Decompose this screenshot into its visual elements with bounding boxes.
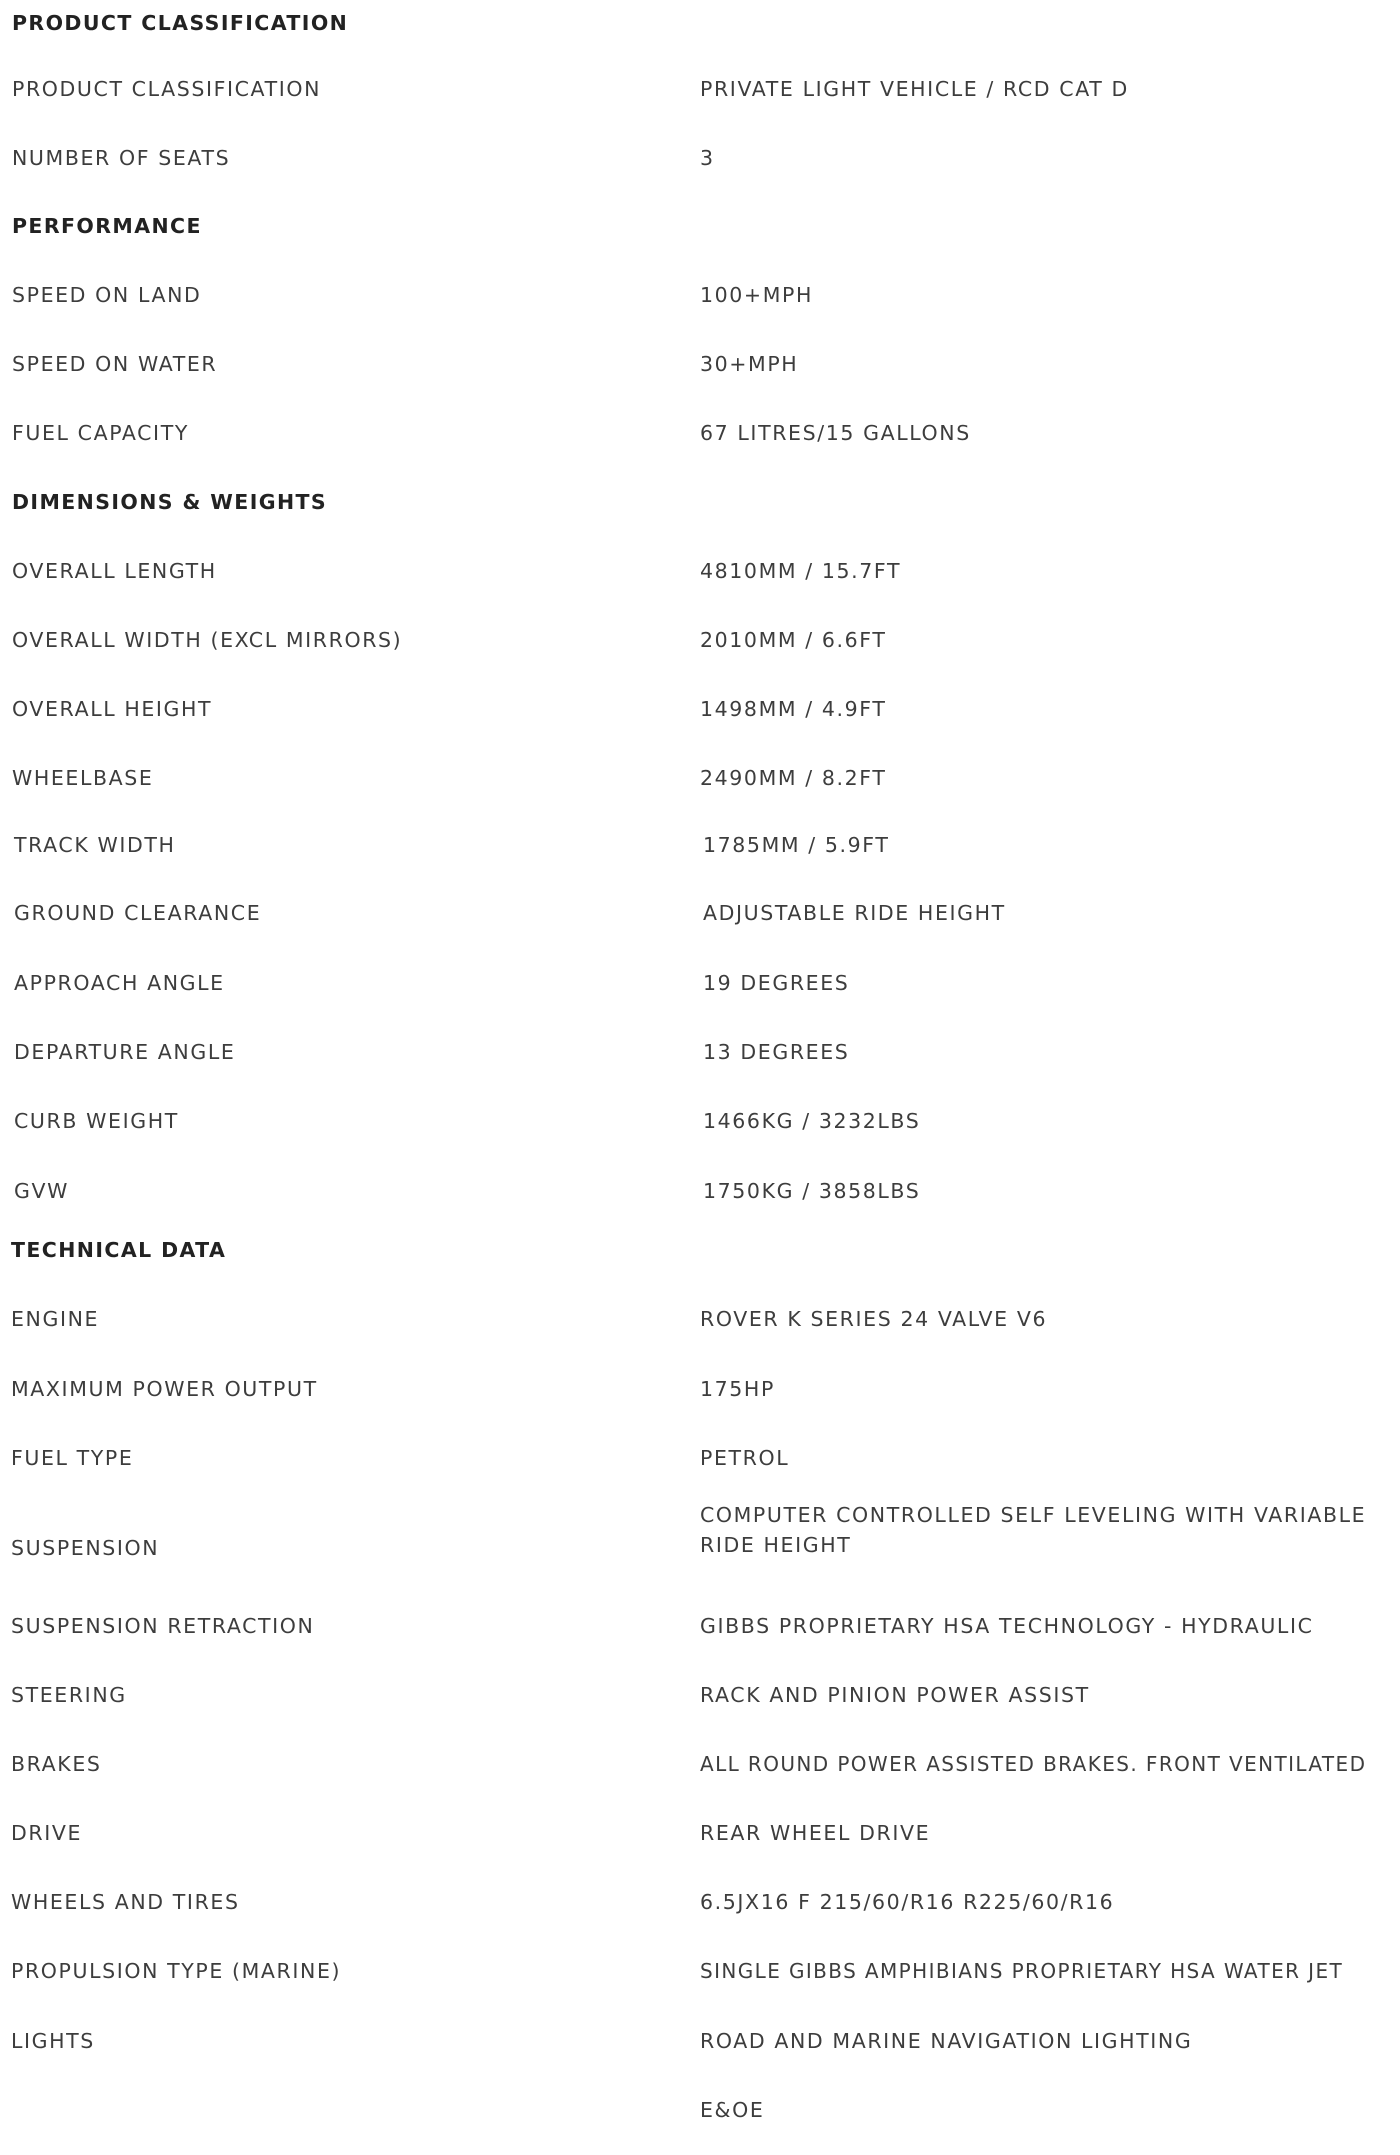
spec-label: PRODUCT CLASSIFICATION	[12, 77, 322, 101]
spec-label: OVERALL WIDTH (EXCL MIRRORS)	[12, 628, 403, 652]
spec-row-product-classification	[0, 66, 1400, 112]
spec-label: APPROACH ANGLE	[14, 971, 225, 995]
spec-row-ground-clearance	[0, 890, 1400, 936]
spec-row-gvw	[0, 1168, 1400, 1214]
spec-row-fuel-capacity	[0, 410, 1400, 456]
spec-label: WHEELS AND TIRES	[11, 1890, 240, 1914]
spec-row-speed-on-water	[0, 341, 1400, 387]
spec-label: LIGHTS	[11, 2029, 95, 2053]
spec-label: PROPULSION TYPE (MARINE)	[11, 1959, 342, 1983]
spec-value: COMPUTER CONTROLLED SELF LEVELING WITH VARIABLE RIDE HEIGHT	[700, 1503, 1367, 1557]
spec-label: WHEELBASE	[12, 766, 154, 790]
spec-row-track-width	[0, 822, 1400, 868]
section-heading-label: PERFORMANCE	[12, 214, 202, 238]
spec-value: 6.5JX16 F 215/60/R16 R225/60/R16	[700, 1890, 1115, 1914]
spec-label: SUSPENSION RETRACTION	[11, 1614, 315, 1638]
spec-label: DEPARTURE ANGLE	[14, 1040, 236, 1064]
spec-label: SPEED ON WATER	[12, 352, 218, 376]
spec-label: SUSPENSION	[11, 1536, 160, 1560]
spec-label: OVERALL HEIGHT	[12, 697, 213, 721]
spec-value: 100+MPH	[700, 283, 813, 307]
spec-label: CURB WEIGHT	[14, 1109, 179, 1133]
spec-label: NUMBER OF SEATS	[12, 146, 231, 170]
spec-label: OVERALL LENGTH	[12, 559, 217, 583]
spec-value: 1466KG / 3232LBS	[703, 1109, 921, 1133]
spec-row-number-of-seats	[0, 135, 1400, 181]
spec-row-speed-on-land	[0, 272, 1400, 318]
section-heading-label: TECHNICAL DATA	[11, 1238, 227, 1262]
spec-value: 2490MM / 8.2FT	[700, 766, 887, 790]
section-heading-dimensions	[0, 479, 1400, 525]
section-heading-classification	[0, 0, 1400, 46]
spec-row-suspension	[0, 1503, 1400, 1574]
spec-value: ROVER K SERIES 24 VALVE V6	[700, 1307, 1048, 1331]
spec-row-overall-length	[0, 548, 1400, 594]
spec-row-brakes	[0, 1741, 1400, 1787]
section-heading-label: DIMENSIONS & WEIGHTS	[12, 490, 328, 514]
spec-value: RACK AND PINION POWER ASSIST	[700, 1683, 1090, 1707]
spec-row-lights	[0, 2018, 1400, 2064]
spec-value: PETROL	[700, 1446, 790, 1470]
spec-row-wheels-and-tires	[0, 1879, 1400, 1925]
spec-label: DRIVE	[11, 1821, 83, 1845]
spec-row-drive	[0, 1810, 1400, 1856]
spec-label: TRACK WIDTH	[14, 833, 176, 857]
spec-row-suspension-retraction	[0, 1603, 1400, 1649]
spec-value: ROAD AND MARINE NAVIGATION LIGHTING	[700, 2029, 1193, 2053]
spec-row-curb-weight	[0, 1098, 1400, 1144]
spec-value: ADJUSTABLE RIDE HEIGHT	[703, 901, 1006, 925]
spec-row-steering	[0, 1672, 1400, 1718]
spec-value: 30+MPH	[700, 352, 799, 376]
spec-value: ALL ROUND POWER ASSISTED BRAKES. FRONT VENTILATED	[700, 1752, 1367, 1776]
spec-row-engine	[0, 1296, 1400, 1342]
spec-value: SINGLE GIBBS AMPHIBIANS PROPRIETARY HSA WATER JET	[700, 1959, 1344, 1983]
disclaimer-text: E&OE	[700, 2098, 765, 2122]
spec-row-overall-width	[0, 617, 1400, 663]
spec-value: 1785MM / 5.9FT	[703, 833, 890, 857]
spec-value: 3	[700, 146, 715, 170]
spec-value: 175HP	[700, 1377, 775, 1401]
spec-value: 67 LITRES/15 GALLONS	[700, 421, 971, 445]
spec-row-propulsion-type	[0, 1948, 1400, 1994]
spec-row-maximum-power-output	[0, 1366, 1400, 1412]
spec-value: REAR WHEEL DRIVE	[700, 1821, 931, 1845]
spec-value: GIBBS PROPRIETARY HSA TECHNOLOGY - HYDRAULIC	[700, 1614, 1314, 1638]
spec-value: 1750KG / 3858LBS	[703, 1179, 921, 1203]
spec-row-wheelbase	[0, 755, 1400, 801]
spec-label: ENGINE	[11, 1307, 100, 1331]
spec-label: FUEL TYPE	[11, 1446, 134, 1470]
spec-label: FUEL CAPACITY	[12, 421, 189, 445]
spec-row-overall-height	[0, 686, 1400, 732]
spec-label: GROUND CLEARANCE	[14, 901, 262, 925]
spec-label: BRAKES	[11, 1752, 102, 1776]
spec-value: 4810MM / 15.7FT	[700, 559, 902, 583]
spec-value: 19 DEGREES	[703, 971, 850, 995]
section-heading-performance	[0, 203, 1400, 249]
spec-value: PRIVATE LIGHT VEHICLE / RCD CAT D	[700, 77, 1129, 101]
section-heading-technical	[0, 1227, 1400, 1273]
spec-label: SPEED ON LAND	[12, 283, 202, 307]
spec-label: MAXIMUM POWER OUTPUT	[11, 1377, 318, 1401]
spec-value: 13 DEGREES	[703, 1040, 850, 1064]
spec-row-approach-angle	[0, 960, 1400, 1006]
spec-row-fuel-type	[0, 1435, 1400, 1481]
footer-row	[0, 2087, 1400, 2133]
spec-label: STEERING	[11, 1683, 127, 1707]
spec-label: GVW	[14, 1179, 69, 1203]
spec-value: 2010MM / 6.6FT	[700, 628, 887, 652]
spec-row-departure-angle	[0, 1029, 1400, 1075]
spec-value: 1498MM / 4.9FT	[700, 697, 887, 721]
section-heading-label: PRODUCT CLASSIFICATION	[12, 11, 349, 35]
